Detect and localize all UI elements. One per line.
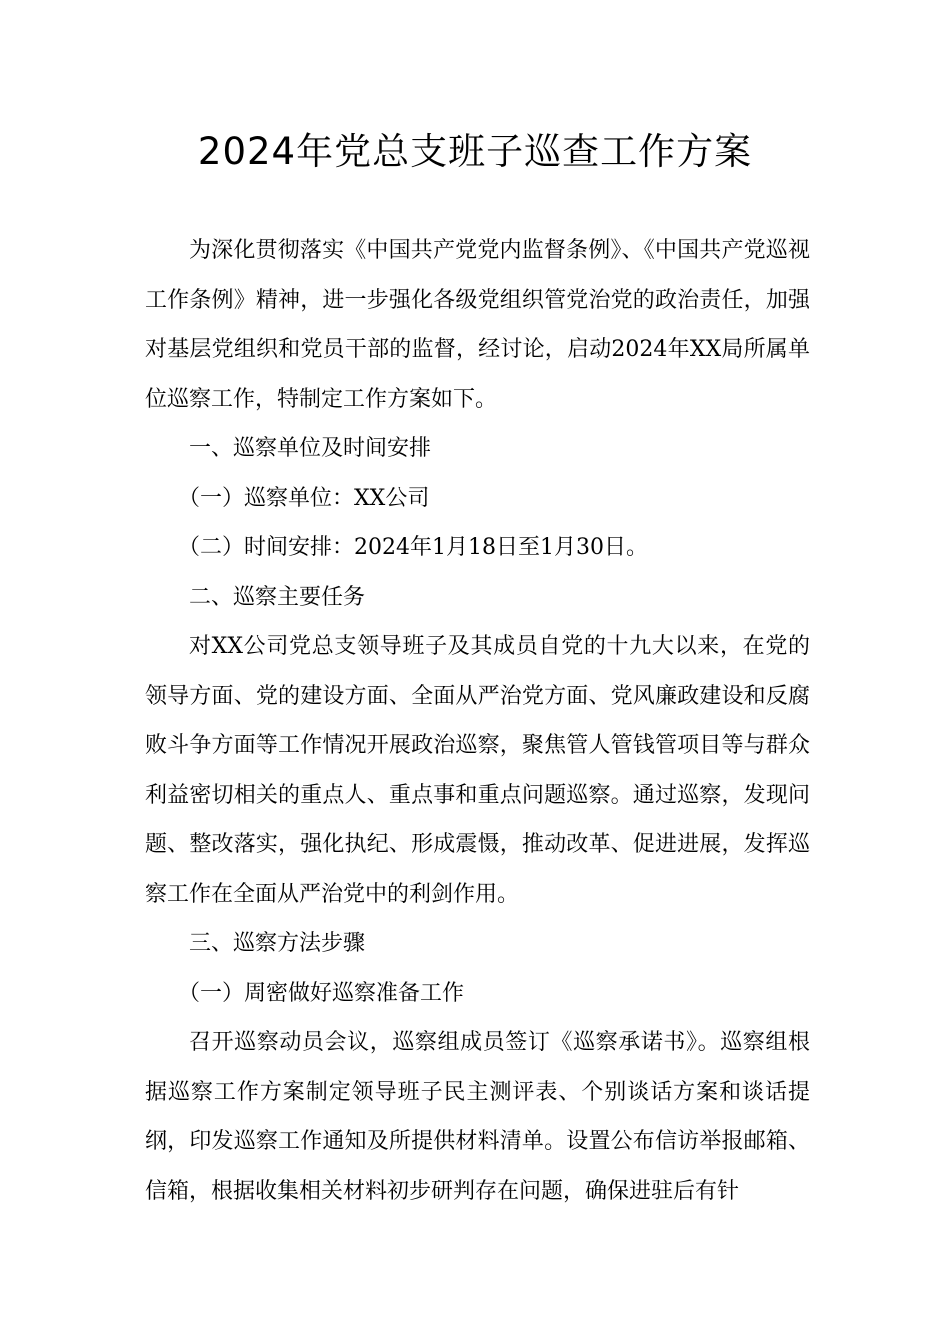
- paragraph-main-tasks: 对XX公司党总支领导班子及其成员自党的十九大以来，在党的领导方面、党的建设方面、全面从严治党方面、党风廉政建设和反腐败斗争方面等工作情况开展政治巡察，聚焦管人管钱管项目等与群众利益密切相关的重点人、重点事和重点问题巡察。通过巡察，发现问题、整改落实，强化执纪、形成震慑，推动改革、促进进展，发挥巡察工作在全面从严治党中的利剑作用。: [145, 634, 810, 907]
- paragraph-preparation: 召开巡察动员会议，巡察组成员签订《巡察承诺书》。巡察组根据巡察工作方案制定领导班子民主测评表、个别谈话方案和谈话提纲，印发巡察工作通知及所提供材料清单。设置公布信访举报邮箱、信箱，根据收集相关材料初步研判存在问题，确保进驻后有针: [145, 1030, 810, 1204]
- paragraph-intro: 为深化贯彻落实《中国共产党党内监督条例》、《中国共产党巡视工作条例》精神，进一步强化各级党组织管党治党的政治责任，加强对基层党组织和党员干部的监督，经讨论，启动2024年XX局所属单位巡察工作，特制定工作方案如下。: [145, 238, 810, 412]
- heading-section-3: 三、巡察方法步骤: [189, 931, 366, 956]
- item-preparation: （一）周密做好巡察准备工作: [178, 980, 465, 1006]
- heading-section-1: 一、巡察单位及时间安排: [189, 436, 432, 461]
- heading-section-2: 二、巡察主要任务: [189, 584, 366, 610]
- document-body: [145, 226, 810, 1216]
- item-time-schedule: （二）时间安排：2024年1月18日至1月30日。: [178, 535, 648, 560]
- item-inspection-unit: （一）巡察单位：XX公司: [178, 485, 430, 511]
- document-title: 2024年党总支班子巡查工作方案: [197, 130, 753, 173]
